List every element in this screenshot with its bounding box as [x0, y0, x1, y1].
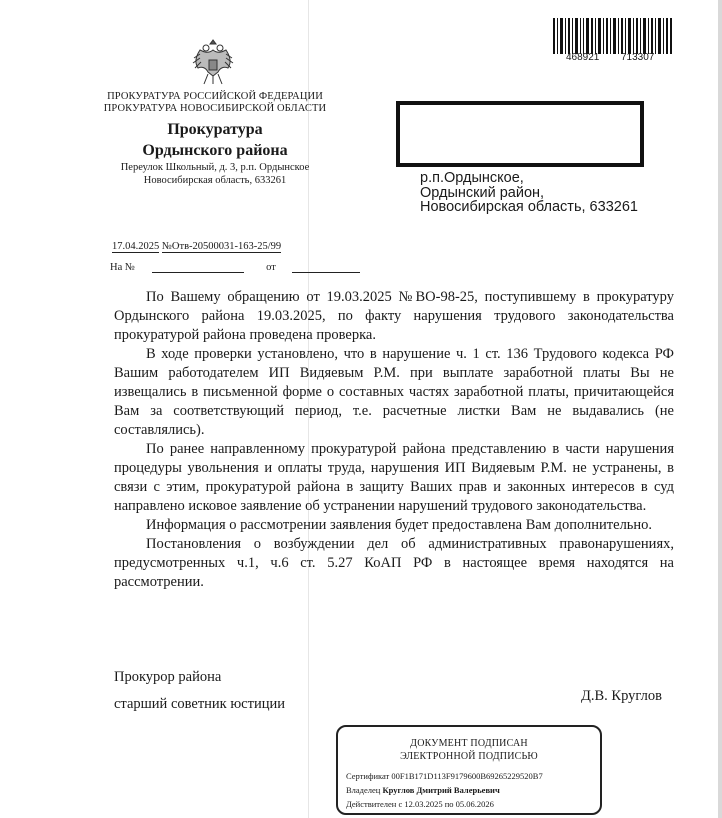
paragraph-4: Информация о рассмотрении заявления будет предоставлена Вам дополнительно.: [146, 517, 653, 533]
owner-value: Круглов Дмитрий Валерьевич: [382, 785, 500, 795]
valid-from-label: с: [398, 799, 403, 809]
barcode-number-right: 713307: [621, 52, 655, 63]
redacted-recipient-name: [396, 101, 644, 167]
incoming-date-label: от: [266, 262, 276, 273]
address-line-2: Новосибирская область, 633261: [143, 175, 287, 186]
organization-title: [100, 119, 330, 161]
recipient-address: [420, 171, 638, 215]
incoming-date-blank: [292, 260, 360, 273]
org-line-2: ПРОКУРАТУРА НОВОСИБИРСКОЙ ОБЛАСТИ: [103, 103, 327, 114]
paragraph-1: По Вашему обращению от 19.03.2025 №ВО-98-25, поступившему в прокуратуру Ордынского района 19.03.2025, по факту нарушения трудового законодательства прокуратурой района проведена проверка.: [114, 289, 674, 343]
signatory-name: Д.В. Круглов: [581, 688, 662, 704]
valid-to-label: по: [444, 799, 454, 809]
outgoing-number: №Отв-20500031-163-25/99: [161, 241, 282, 252]
paragraph-5: Постановления о возбуждении дел об административных правонарушениях, предусмотренных ч.1, ч.6 ст. 5.27 КоАП РФ в настоящее время находятся на рассмотрении.: [114, 536, 674, 590]
paragraph-2: В ходе проверки установлено, что в нарушение ч. 1 ст. 136 Трудового кодекса РФ Вашим работодателем ИП Видяевым Р.М. при выплате заработной платы Вы не извещались в письменной форме о составных частях заработной платы, причитающейся Вам за соответствующий период, т.е. расчетные листки Вам не выдавались (не составлялись).: [114, 346, 674, 438]
stamp-validity: [346, 799, 494, 809]
valid-to: 05.06.2026: [455, 799, 494, 809]
letter-body: [114, 288, 674, 592]
title-line-2: Ордынского района: [142, 142, 288, 159]
certificate-value: 00F1B171D113F9179600B69265229520B7: [391, 771, 543, 781]
signatory-position-2: старший советник юстиции: [114, 696, 285, 712]
org-line-1: ПРОКУРАТУРА РОССИЙСКОЙ ФЕДЕРАЦИИ: [107, 91, 323, 102]
organization-address: [100, 161, 330, 187]
recipient-line-1: р.п.Ордынское,: [420, 170, 524, 186]
page-edge: [718, 0, 722, 818]
valid-from: 12.03.2025: [404, 799, 443, 809]
stamp-certificate: [346, 771, 543, 781]
valid-label: Действителен: [346, 799, 397, 809]
paragraph-3: По ранее направленному прокуратурой района представлению в части нарушения процедуры увольнения и оплаты труда, нарушения ИП Видяевым Р.М. не устранены, в связи с этим, прокуратурой района в защиту Ваших прав и законных интересов в суд направлено исковое заявление об устранении нарушений трудового законодательства.: [114, 441, 674, 514]
coat-of-arms-icon: [190, 36, 236, 90]
stamp-heading-1: ДОКУМЕНТ ПОДПИСАН: [410, 738, 528, 749]
barcode-number-left: 468921: [566, 52, 600, 63]
incoming-number-label: На №: [110, 262, 135, 273]
incoming-reference: [110, 260, 360, 273]
signatory-position-1: Прокурор района: [114, 669, 222, 685]
recipient-line-3: Новосибирская область, 633261: [420, 199, 638, 215]
stamp-owner: [346, 785, 500, 795]
organization-header: [100, 91, 330, 115]
outgoing-date: 17.04.2025: [112, 241, 160, 252]
recipient-line-2: Ордынский район,: [420, 184, 545, 201]
owner-label: Владелец: [346, 785, 381, 795]
certificate-label: Сертификат: [346, 771, 390, 781]
incoming-number-blank: [152, 260, 244, 273]
stamp-heading-2: ЭЛЕКТРОННОЙ ПОДПИСЬЮ: [400, 751, 538, 762]
barcode: [553, 18, 673, 54]
address-line-1: Переулок Школьный, д. 3, р.п. Ордынское: [120, 162, 310, 173]
title-line-1: Прокуратура: [167, 121, 263, 138]
outgoing-reference: [112, 241, 281, 252]
